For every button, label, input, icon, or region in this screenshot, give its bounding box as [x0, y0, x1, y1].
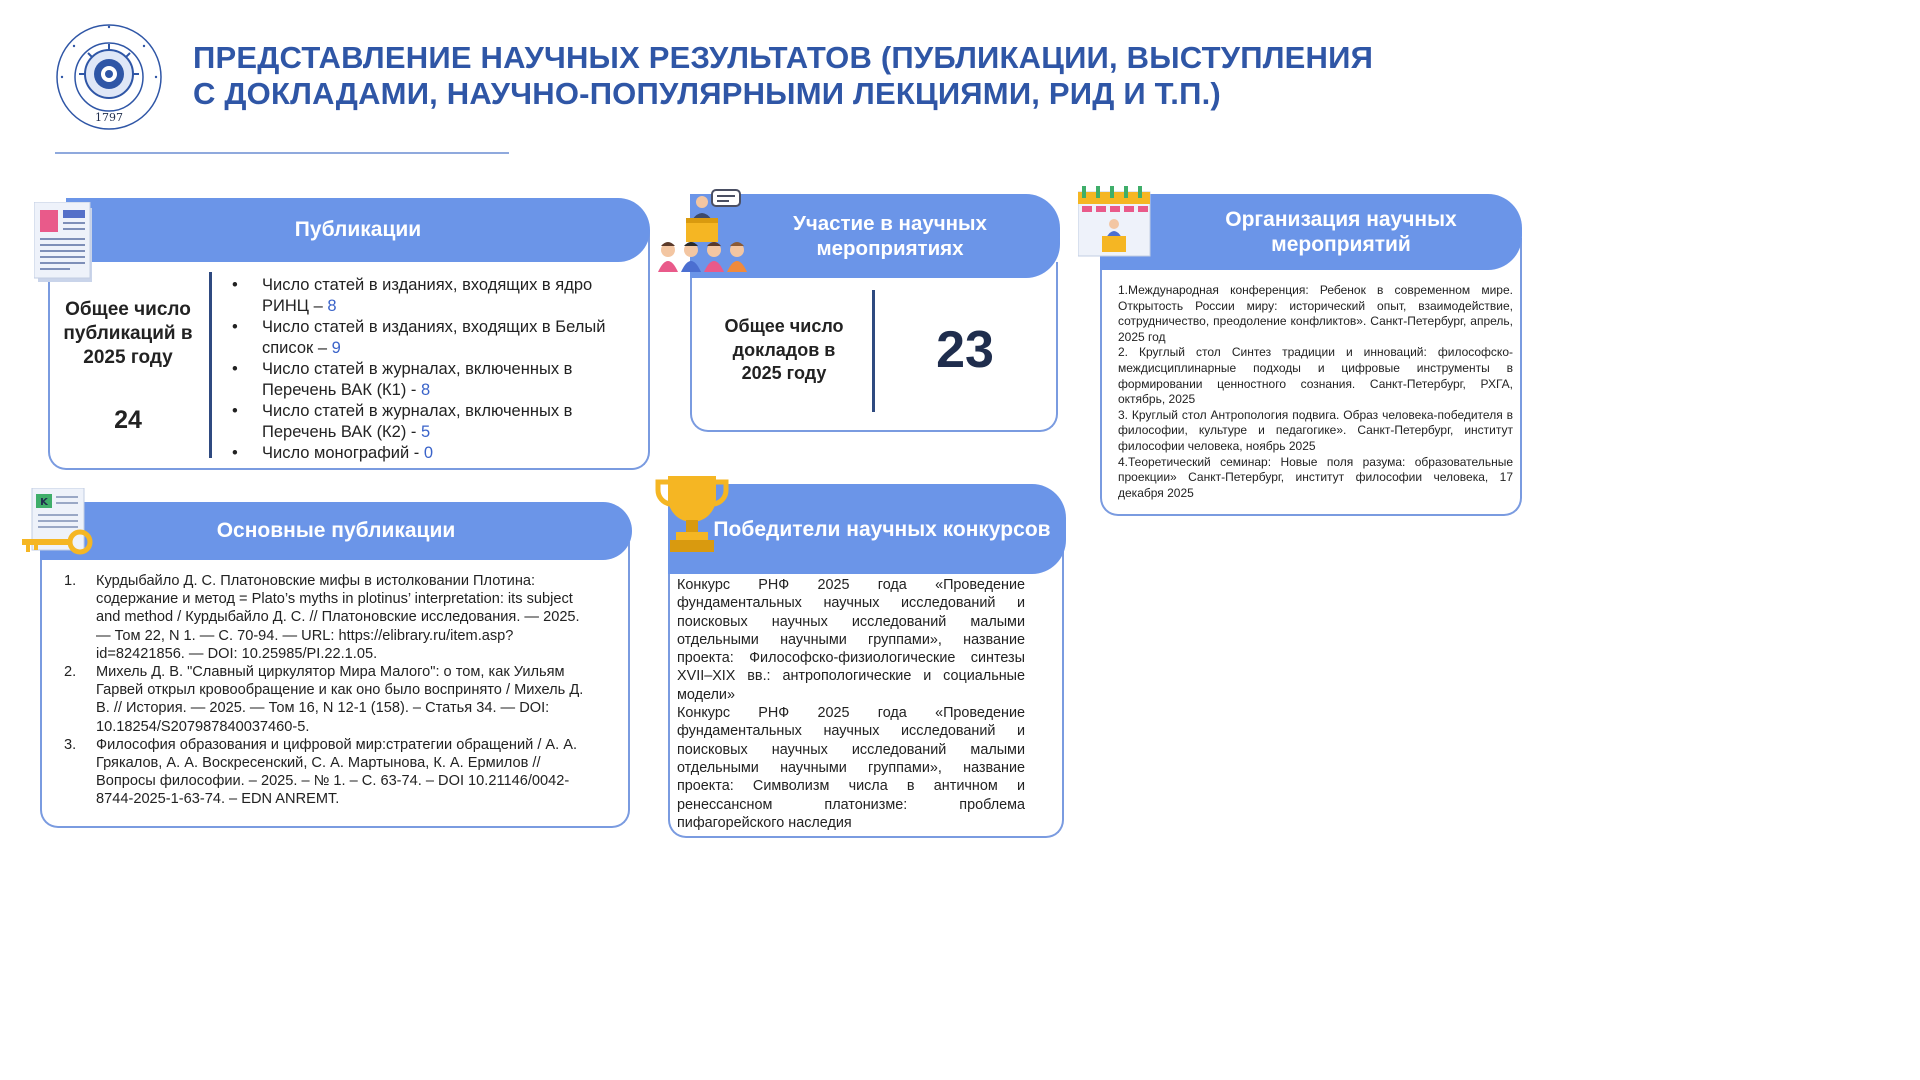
main-publications-header: Основные публикации	[40, 502, 632, 560]
list-item: Конкурс РНФ 2025 года «Проведение фундаментальных научных исследований и поисковых научных исследований малыми отдельными научными группами», название проекта: Философско-физиологические синтезы XVII–XIX вв.: антропологические и социальные модели»	[677, 577, 1025, 703]
list-item: 1.Международная конференция: Ребенок в современном мире. Открытость России миру: исторический опыт, взаимодействие, сотрудничество, преодоление конфликтов». Санкт-Петербург, апрель, 2025 год	[1118, 283, 1513, 344]
participation-total-label: Общее число докладов в 2025 году	[724, 316, 844, 383]
list-item: 2. Михель Д. В. "Славный циркулятор Мира Малого": о том, как Уильям Гарвей открыл кровообращение и как оно было воспринято / Михель Д. В. // История. — 2025. — Том 16, N 12-1 (158). – Статья 34. — DOI: 10.18254/S207987840037460-5.	[64, 664, 584, 735]
scroll-key-icon	[20, 488, 96, 565]
publications-header: Публикации	[66, 198, 650, 262]
speaker-audience-icon	[656, 188, 750, 283]
stat-value: 8	[327, 297, 337, 315]
participation-total-value: 23	[936, 321, 994, 379]
page-title	[193, 40, 1493, 112]
main-publications-list	[64, 572, 598, 809]
publications-divider	[209, 272, 212, 458]
publications-stats-list	[232, 275, 632, 464]
list-item: • Число статей в изданиях, входящих в Белый список – 9	[232, 317, 632, 359]
trophy-icon	[654, 472, 730, 561]
title-divider	[55, 152, 509, 154]
calendar-event-icon	[1078, 186, 1152, 263]
list-item: 3. Круглый стол Антропология подвига. Образ человека-победителя в философии, культуре и педагогике». Санкт-Петербург, институт философии человека, ноябрь 2025	[1118, 407, 1513, 453]
organization-header: Организация научных мероприятий	[1100, 194, 1522, 270]
stat-value: 9	[331, 339, 341, 357]
university-logo	[52, 22, 166, 132]
list-item: • Число монографий - 0	[232, 443, 632, 464]
list-item: 2. Круглый стол Синтез традиции и инноваций: философско-междисциплинарные подходы и цифровые инструменты в формировании ценностного сознания. Санкт-Петербург, РХГА, октябрь, 2025	[1118, 345, 1513, 407]
stat-value: 8	[421, 381, 431, 399]
winners-header: Победители научных конкурсов	[668, 484, 1066, 574]
list-item: • Число статей в изданиях, входящих в ядро РИНЦ – 8	[232, 275, 632, 317]
organization-events-list	[1118, 283, 1513, 501]
winners-list	[677, 576, 1025, 832]
participation-divider	[872, 290, 875, 412]
page-title-line-2: С ДОКЛАДАМИ, НАУЧНО-ПОПУЛЯРНЫМИ ЛЕКЦИЯМИ, РИД И Т.П.)	[193, 76, 1221, 111]
logo-year: 1797	[95, 111, 123, 124]
list-item: 1. Курдыбайло Д. С. Платоновские мифы в истолковании Плотина: содержание и метод = Plato’s myths in plotinus’ interpretation: its subject and method / Курдыбайло Д. С. // Платоновские исследования. — 2025. — Том 22, N 1. — С. 70-94. — URL: https://elibrary.ru/item.asp?id=82421856. — DOI: 10.25985/PI.22.1.05.	[64, 573, 580, 662]
list-item: • Число статей в журналах, включенных в Перечень ВАК (К2) - 5	[232, 401, 632, 443]
list-item: 3. Философия образования и цифровой мир:стратегии обращений / А. А. Грякалов, А. А. Воскресенский, С. А. Мартынова, К. А. Ермилов // Вопросы философии. – 2025. – № 1. – С. 63-74. – DOI 10.21146/0042-8744-2025-1-63-74. – EDN ANREMT.	[64, 736, 578, 808]
svg-text:K: K	[40, 497, 48, 508]
stat-value: 5	[421, 423, 431, 441]
participation-header: Участие в научных мероприятиях	[690, 194, 1060, 278]
stat-value: 0	[423, 444, 434, 462]
document-icon	[34, 202, 100, 291]
list-item: Конкурс РНФ 2025 года «Проведение фундаментальных научных исследований и поисковых научных исследований малыми отдельными научными группами», название проекта: Символизм числа в античном и ренессансном платонизме: проблема пифагорейского наследия	[677, 705, 1025, 831]
publications-total-label: Общее число публикаций в 2025 году	[63, 299, 193, 368]
page-title-line-1: ПРЕДСТАВЛЕНИЕ НАУЧНЫХ РЕЗУЛЬТАТОВ (ПУБЛИКАЦИИ, ВЫСТУПЛЕНИЯ	[193, 40, 1374, 75]
university-seal-icon	[52, 22, 166, 132]
publications-total-value: 24	[114, 406, 142, 434]
list-item: • Число статей в журналах, включенных в Перечень ВАК (К1) - 8	[232, 359, 632, 401]
list-item: 4.Теоретический семинар: Новые поля разума: образовательные проекции» Санкт-Петербург, институт философии человека, 17 декабря 2025	[1118, 454, 1513, 500]
